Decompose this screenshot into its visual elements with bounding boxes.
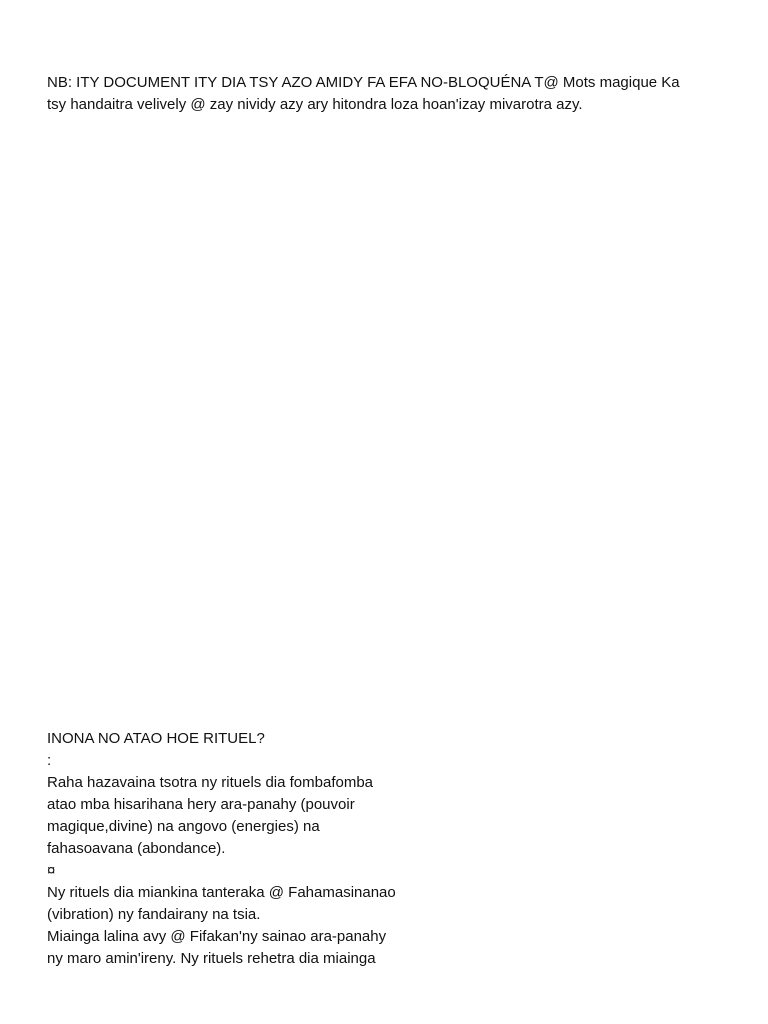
warning-note-line-1: NB: ITY DOCUMENT ITY DIA TSY AZO AMIDY FA EFA NO-BLOQUÉNA T@ Mots magique Ka xyxy=(47,74,680,91)
warning-note-line-2: tsy handaitra velively @ zay nividy azy ary hitondra loza hoan'izay mivarotra azy. xyxy=(47,96,583,113)
section-heading: INONA NO ATAO HOE RITUEL? xyxy=(47,730,265,747)
body-line: (vibration) ny fandairany na tsia. xyxy=(47,906,261,923)
body-line: : xyxy=(47,752,52,769)
bullet-symbol: ¤ xyxy=(47,862,56,879)
warning-note xyxy=(47,72,727,116)
body-line: Miainga lalina avy @ Fifakan'ny sainao ara-panahy xyxy=(47,928,387,945)
body-line: Raha hazavaina tsotra ny rituels dia fombafomba xyxy=(47,774,374,791)
body-line: magique,divine) na angovo (energies) na xyxy=(47,818,320,835)
body-line: Ny rituels dia miankina tanteraka @ Fahamasinanao xyxy=(47,884,396,901)
rituel-section xyxy=(47,728,447,970)
body-line: fahasoavana (abondance). xyxy=(47,840,226,857)
body-line: ny maro amin'ireny. Ny rituels rehetra dia miainga xyxy=(47,950,376,967)
body-line: atao mba hisarihana hery ara-panahy (pouvoir xyxy=(47,796,355,813)
